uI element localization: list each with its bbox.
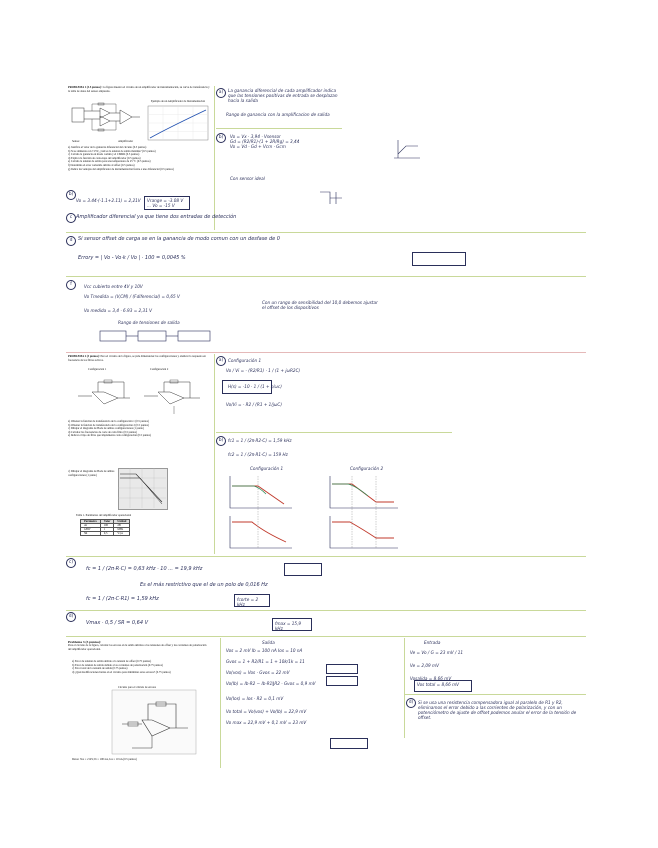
column-divider (404, 638, 405, 738)
problem3-figure-title: Circuito para el cálculo de errores (118, 686, 156, 689)
problem2-question: c) Dibujar el diagrama de Bode de ambas configuraciones (1 punto) (68, 427, 144, 431)
answer-number-f: f (66, 280, 76, 290)
bode-sketch-2 (324, 472, 400, 552)
problem1-intro: La figura muestra el circuito de un amplificador de instrumentación, su curva de transferencia y la tabla de datos del sensor empleado. (68, 86, 210, 93)
table-row (81, 532, 130, 536)
problem1-transfer-graph (148, 106, 208, 140)
equation: Vo total = Vo(vos) + Vo(Ib) = 22,9 mV (226, 709, 307, 714)
problem2-answer-c-note: Es el más restrictivo que el de un polo de 0,016 Hz (140, 582, 268, 588)
answer-box-text: fmax = 15,9 kHz (275, 621, 302, 631)
problem1-heading: PROBLEMA 1 (3.5 puntos): (68, 86, 102, 89)
problem3-col1-equations (226, 648, 398, 725)
answer-box (330, 738, 368, 749)
problem2-question: e) Indicar el tipo de filtro que implementa cada configuración (0.5 puntos) (68, 434, 152, 438)
problem2-figure-caption (68, 470, 116, 477)
equation: Ve = Vo / G = 23 mV / 11 (410, 650, 464, 655)
table-cell: V/µs (114, 532, 130, 536)
problem1-question: a) Justifica el valor de la ganancia diferencial del circuito (0.5 puntos) (68, 146, 147, 149)
table-row (81, 528, 130, 532)
problem3-statement (68, 640, 210, 652)
problem1-answer-d: Si sensor offset de carga se en la ganancia de modo comun con un desfase de 0 (78, 236, 280, 242)
problem1-question: f) Determina el error cometido debido al offset (0.5 puntos) (68, 163, 135, 167)
answer-box-text: Vos total = 8,66 mV (417, 682, 460, 687)
equation: Vo = Vd · Gd + Vcm · Gcm (230, 144, 286, 149)
problem2-answer-c-eq1: fc = 1 / (2π·R·C) = 0,63 kHz · 10 ... = 19,9 kHz (86, 566, 203, 572)
divider-line (66, 636, 586, 637)
label-config1: Configuración 1 (88, 368, 107, 371)
problem1-answer-e: Errory = | Vo - Vo·k / Vo | · 100 = 0,0045 % (78, 255, 186, 261)
problem1-answer-b-note: Con sensor ideal (230, 176, 265, 181)
answer-box (412, 252, 466, 266)
equation: Vo max = 22,9 mV + 0,1 mV = 23 mV (226, 720, 307, 725)
problem2-answer-a-eq2: H(s) = -10 · 1 / (1 + s/ωc) (228, 384, 282, 389)
table-cell: dB (114, 524, 130, 528)
answer-number-d: d) (406, 698, 416, 708)
problem1-answer-f-eq1: Vo Tmedida = (V,CM) / (Fdiferencial) = 0,65 V (84, 294, 180, 299)
answer-box (284, 563, 322, 576)
answer-box-text: Vrange = -3.08 V ... Vo = -15 V (147, 198, 184, 208)
problem3-footer: Datos: Vos = 2 mV, Ib = 100 nA, Ios = 10 nA (0.5 puntos) (72, 758, 137, 761)
answer-box (326, 676, 358, 686)
answer-box (222, 380, 272, 394)
column-divider (220, 638, 221, 768)
problem3-question: a) Error de tensión de salida debido a la tensión de offset (0.75 puntos) (72, 660, 152, 663)
table-cell: SR (81, 532, 101, 536)
problem2-questions (68, 420, 210, 438)
problem2-answer-d-eq: Vmax · 0,5 / SR = 0,64 V (86, 620, 149, 626)
problem2-intro: Para el circuito de la figura, se pide dimensionar las configuraciones y analizar la respuesta en frecuencia de los filtros activos. (68, 355, 206, 362)
divider-line (216, 128, 342, 129)
problem1-question: c) Calcula la ganancia en modo común y el CMRR (0.5 puntos) (68, 153, 140, 157)
problem2-bode-curves (118, 468, 166, 508)
problem1-question: g) Indica las ventajas del amplificador de instrumentación frente a uno diferencial (0.5 puntos) (68, 167, 174, 171)
problem3-answer-d: Si se usa una resistencia compensadora igual al paralelo de R1 y R2, eliminamos el error debido a las corrientes de polarización, y con un potenciómetro de ajuste de offset podemos anular el error de la tensión de offset. (418, 700, 577, 720)
table-cell: 100 (100, 524, 114, 528)
problem2-table (80, 519, 130, 536)
problem2-table-title: Tabla 1. Parámetros del amplificador operacional (76, 514, 132, 517)
answer-box (326, 664, 358, 674)
problem1-questions (68, 146, 210, 171)
table-cell: MHz (114, 528, 130, 532)
problem2-answer-a-eq3: Vo/Vi = - R2 / (R1 + 1/jωC) (226, 402, 282, 407)
problem1-question: e) Calcula la tensión de salida para una temperatura de 25 °C (0.5 puntos) (68, 160, 151, 164)
divider-line (216, 432, 452, 433)
problem1-answer-f: Vcc cubierto entre 4V y 10V (84, 284, 143, 289)
problem1-question: b) Si se alimenta con ±15V, ¿cuál es la tensión de salida máxima? (0.5 puntos) (68, 149, 156, 153)
answer-number-d: d) (66, 612, 76, 622)
problem2-circuits (74, 374, 204, 418)
answer-number-b: b) (216, 436, 226, 446)
answer-box (414, 680, 472, 692)
label-sensor: Sensor (72, 140, 80, 143)
section-divider (66, 352, 586, 353)
problem3-question: b) Error de tensión de salida debido a las corrientes de polarización (0.75 puntos) (72, 663, 163, 667)
problem3-question: d) ¿Qué modificaciones harías en el circuito para minimizar estos errores? (0.75 puntos) (72, 670, 171, 674)
equation: Vo = Vx · 3,94 · Vsensor (230, 134, 281, 139)
sketch-circuit (318, 188, 344, 208)
divider-line (66, 276, 586, 277)
column-divider (214, 354, 215, 554)
answer-number-d: d (66, 236, 76, 246)
equation: Ve = 2,09 mV (410, 663, 439, 668)
problem1-answer-f-eq2: Vo medida = 3,4 · 6.93 = 2,31 V (84, 308, 153, 313)
problem1-answer-f-side: Con un rango de sensibilidad del 10,0 debemos ajustar el offset de los dispositivos (262, 300, 378, 310)
sketch-block-diagram (98, 328, 218, 344)
problem1-answer-b-eq: Vo = 3.44·(-1.1+2.11) = 2,21V (76, 198, 141, 203)
answer-box (234, 594, 270, 607)
problem1-graph-title: Ejemplo de un Amplificador de Instrumentación (150, 100, 206, 103)
answer-number-a: a) (216, 88, 226, 98)
table-header-row (81, 520, 130, 524)
bode-label-1: Configuración 1 (250, 466, 284, 471)
divider-line (66, 610, 586, 611)
problem3-circuit (112, 690, 196, 754)
problem3-col1-title: Salida (262, 640, 275, 645)
problem1-answer-b (230, 134, 350, 149)
problem2-question: c) Dibujar el diagrama de Bode de ambas configuraciones (1 punto) (68, 470, 115, 477)
answer-box (272, 618, 312, 631)
label-config2: Configuración 2 (150, 368, 169, 371)
table-cell: GBW (81, 528, 101, 532)
equation: Gd = (R2/R1)·(1 + 2R/Rg) = 3,44 (230, 139, 300, 144)
column-divider (214, 86, 215, 230)
table-header: Unidad (114, 520, 130, 524)
bode-sketch-1 (224, 472, 294, 552)
problem1-statement (68, 86, 210, 93)
problem2-answer-a-label: Configuración 1 (228, 358, 262, 363)
divider-line (404, 694, 586, 695)
sketch-graph (392, 138, 422, 160)
problem3-question: c) Error total de la tensión de salida (0.75 puntos) (72, 667, 128, 671)
problem2-heading: PROBLEMA 2 (3 puntos): (68, 355, 100, 358)
problem1-answer-a: La ganancia diferencial de cada amplificador indica que las tensiones positivas de entrada se desplazan hacia la salida (228, 88, 338, 103)
problem1-answer-c: Amplificador diferencial ya que tiene dos entradas de detección (76, 214, 237, 220)
problem2-answer-b-eq1: fc1 = 1 / (2π·R2·C) = 1,59 kHz (228, 438, 292, 443)
problem1-circuit (70, 100, 142, 140)
problem1-answer-a-sub: Rango de ganancia con la amplificacion de salida (226, 112, 330, 117)
problem3-intro: Para el circuito de la figura, calcular los errores en la salida debidos a las tensiones de offset y las corrientes de polarización del amplificador operacional. (68, 644, 207, 651)
label-amplifier: Amplificador (118, 140, 134, 143)
problem2-question: a) Obtener la función de transferencia de la configuración 1 (0.5 puntos) (68, 420, 149, 423)
answer-number-c: c (66, 213, 76, 223)
equation: Vo(vos) = Vos · Gvos = 22 mV (226, 670, 290, 675)
problem2-answer-c-eq2: fc = 1 / (2π·C·R1) = 1,59 kHz (86, 596, 159, 602)
answer-box (144, 196, 190, 210)
answer-box-text: fcorte = 2 kHz (237, 597, 259, 607)
equation: Vo(Ib) = Ib·R2 − Ib·R1‖R2 · Gvos = 0,9 mV (226, 681, 316, 686)
table-header: Parámetro (81, 520, 101, 524)
problem3-questions (72, 660, 212, 674)
table-cell: 1 (100, 528, 114, 532)
answer-number-c: c) (66, 558, 76, 568)
problem3-col2-equations (410, 650, 560, 681)
answer-number-a: a) (216, 356, 226, 366)
problem2-answer-a-eq1: Vo / Vi = - (R2/R1) · 1 / (1 + jωR2C) (226, 368, 301, 373)
problem2-question: d) Calcular las frecuencias de corte de cada filtro (0.5 puntos) (68, 430, 138, 434)
problem3-heading: Problema 3 (3 puntos): (68, 640, 102, 644)
problem2-answer-b-eq2: fc2 = 1 / (2π·R1·C) = 159 Hz (228, 452, 288, 457)
problem1-answer-f-footer: Rango de tensiones de salida (118, 320, 180, 325)
answer-number-b-left: b) (66, 190, 76, 200)
bode-label-2: Configuración 2 (350, 466, 384, 471)
problem2-question: b) Obtener la función de transferencia de la configuración 2 (0.5 puntos) (68, 423, 150, 427)
divider-line (66, 556, 586, 557)
divider-line (66, 232, 586, 233)
problem1-question: d) Explica la función de cada etapa del amplificador (0.5 puntos) (68, 156, 141, 160)
table-header: Valor (100, 520, 114, 524)
table-cell: 0,5 (100, 532, 114, 536)
table-cell: Av (81, 524, 101, 528)
problem2-statement (68, 355, 210, 362)
equation: Vos = 2 mV Ib = 100 nA Ios = 10 nA (226, 648, 303, 653)
equation: Gvos = 1 + R2/R1 = 1 + 10k/1k = 11 (226, 659, 305, 664)
problem3-col2-title: Entrada (424, 640, 441, 645)
answer-number-b: b) (216, 133, 226, 143)
equation: Vosalida = 8,66 mV (410, 676, 452, 681)
equation: Vo(Ios) = Ios · R2 = 0,1 mV (226, 696, 284, 701)
